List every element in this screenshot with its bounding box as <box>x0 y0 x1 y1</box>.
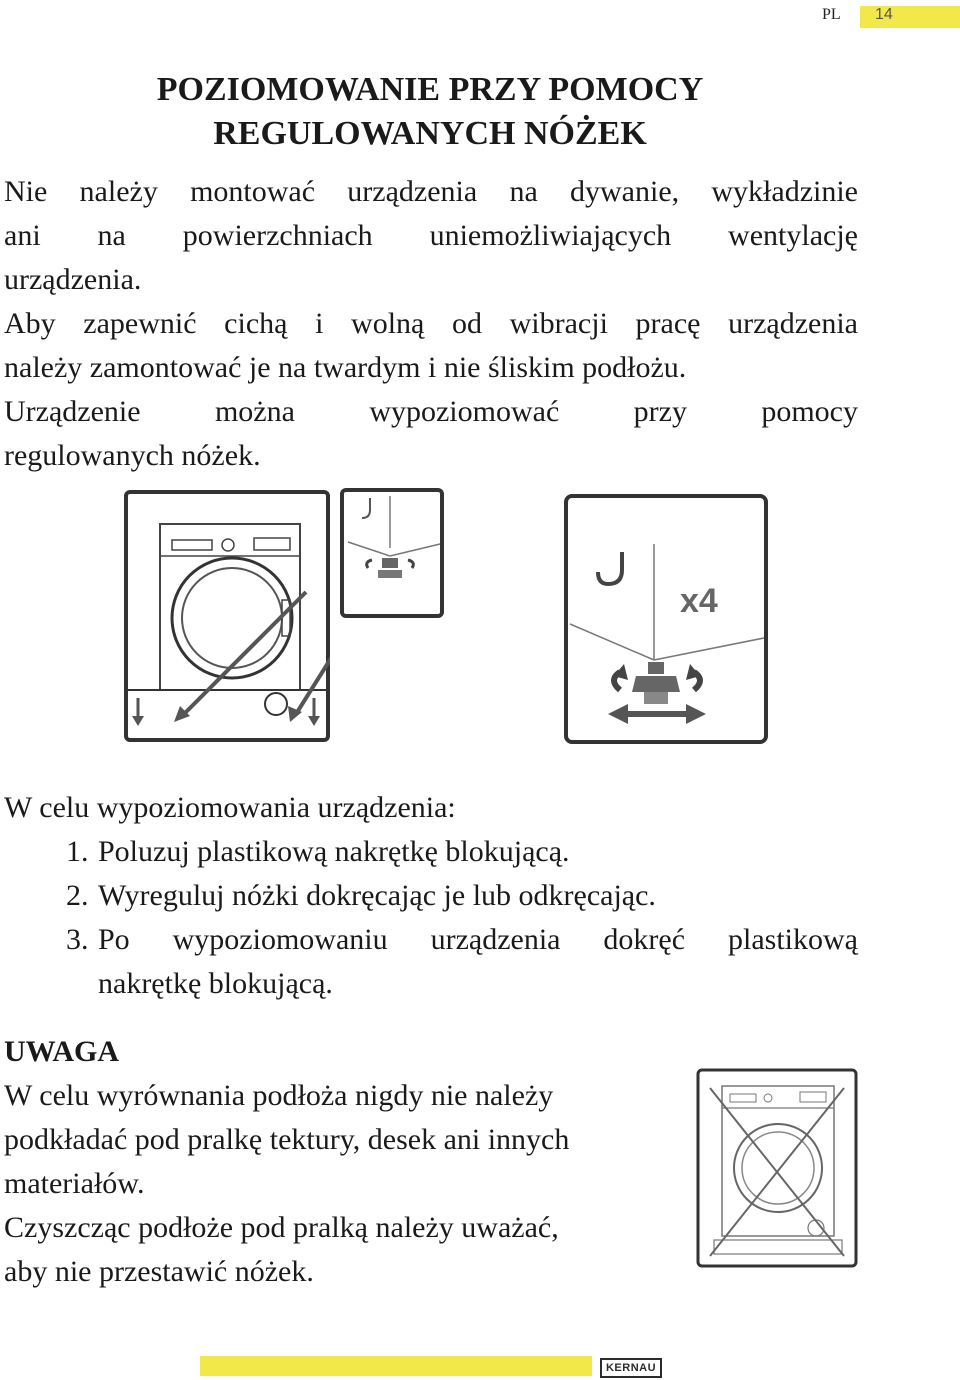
adjustable-foot-closeup-illustration <box>564 494 768 744</box>
step-text: Wyreguluj nóżki dokręcając je lub odkręcając. <box>98 879 656 912</box>
language-code: PL <box>822 6 841 23</box>
step-text-continued: nakrętkę blokującą. <box>98 967 333 1000</box>
page-number: 14 <box>875 6 893 23</box>
title-line-1: POZIOMOWANIE PRZY POMOCY <box>156 71 704 108</box>
step-number: 2. <box>66 879 89 912</box>
foot-detail-inset <box>340 488 444 618</box>
intro-line: regulowanych nóżek. <box>4 439 261 472</box>
warning-line: Czyszcząc podłoże pod pralką należy uważać, <box>4 1211 559 1244</box>
steps-list <box>66 830 858 1006</box>
prohibited-washing-machine-illustration <box>696 1068 858 1268</box>
intro-line: Nie należy montować urządzenia na dywanie, wykładzinie <box>4 175 858 208</box>
steps-intro: W celu wypoziomowania urządzenia: <box>4 791 456 824</box>
intro-paragraph <box>4 170 858 478</box>
warning-line: aby nie przestawić nóżek. <box>4 1255 314 1288</box>
intro-line: urządzenia. <box>4 263 142 296</box>
intro-line: należy zamontować je na twardym i nie śliskim podłożu. <box>4 351 687 384</box>
footer-accent-bar <box>200 1356 592 1376</box>
washing-machine-front-illustration <box>124 490 330 742</box>
warning-heading: UWAGA <box>4 1035 120 1068</box>
warning-line: podkładać pod pralkę tektury, desek ani innych <box>4 1123 570 1156</box>
step-item <box>66 830 858 874</box>
title-line-2: REGULOWANYCH NÓŻEK <box>213 115 647 152</box>
step-item <box>66 874 858 918</box>
step-text: Po wypoziomowaniu urządzenia dokręć plastikową <box>98 923 858 956</box>
intro-line: Urządzenie można wypoziomować przy pomocy <box>4 395 858 428</box>
multiplier-label: x4 <box>680 582 718 620</box>
brand-logo: KERNAU <box>600 1358 662 1378</box>
step-item <box>66 918 858 1006</box>
step-text: Poluzuj plastikową nakrętkę blokującą. <box>98 835 570 868</box>
warning-line: materiałów. <box>4 1167 145 1200</box>
step-number: 3. <box>66 923 89 956</box>
intro-line: ani na powierzchniach uniemożliwiających wentylację <box>4 219 858 252</box>
warning-line: W celu wyrównania podłoża nigdy nie należy <box>4 1079 554 1112</box>
step-number: 1. <box>66 835 89 868</box>
intro-line: Aby zapewnić cichą i wolną od wibracji pracę urządzenia <box>4 307 858 340</box>
page-title <box>0 68 860 156</box>
warning-paragraph <box>4 1074 676 1294</box>
